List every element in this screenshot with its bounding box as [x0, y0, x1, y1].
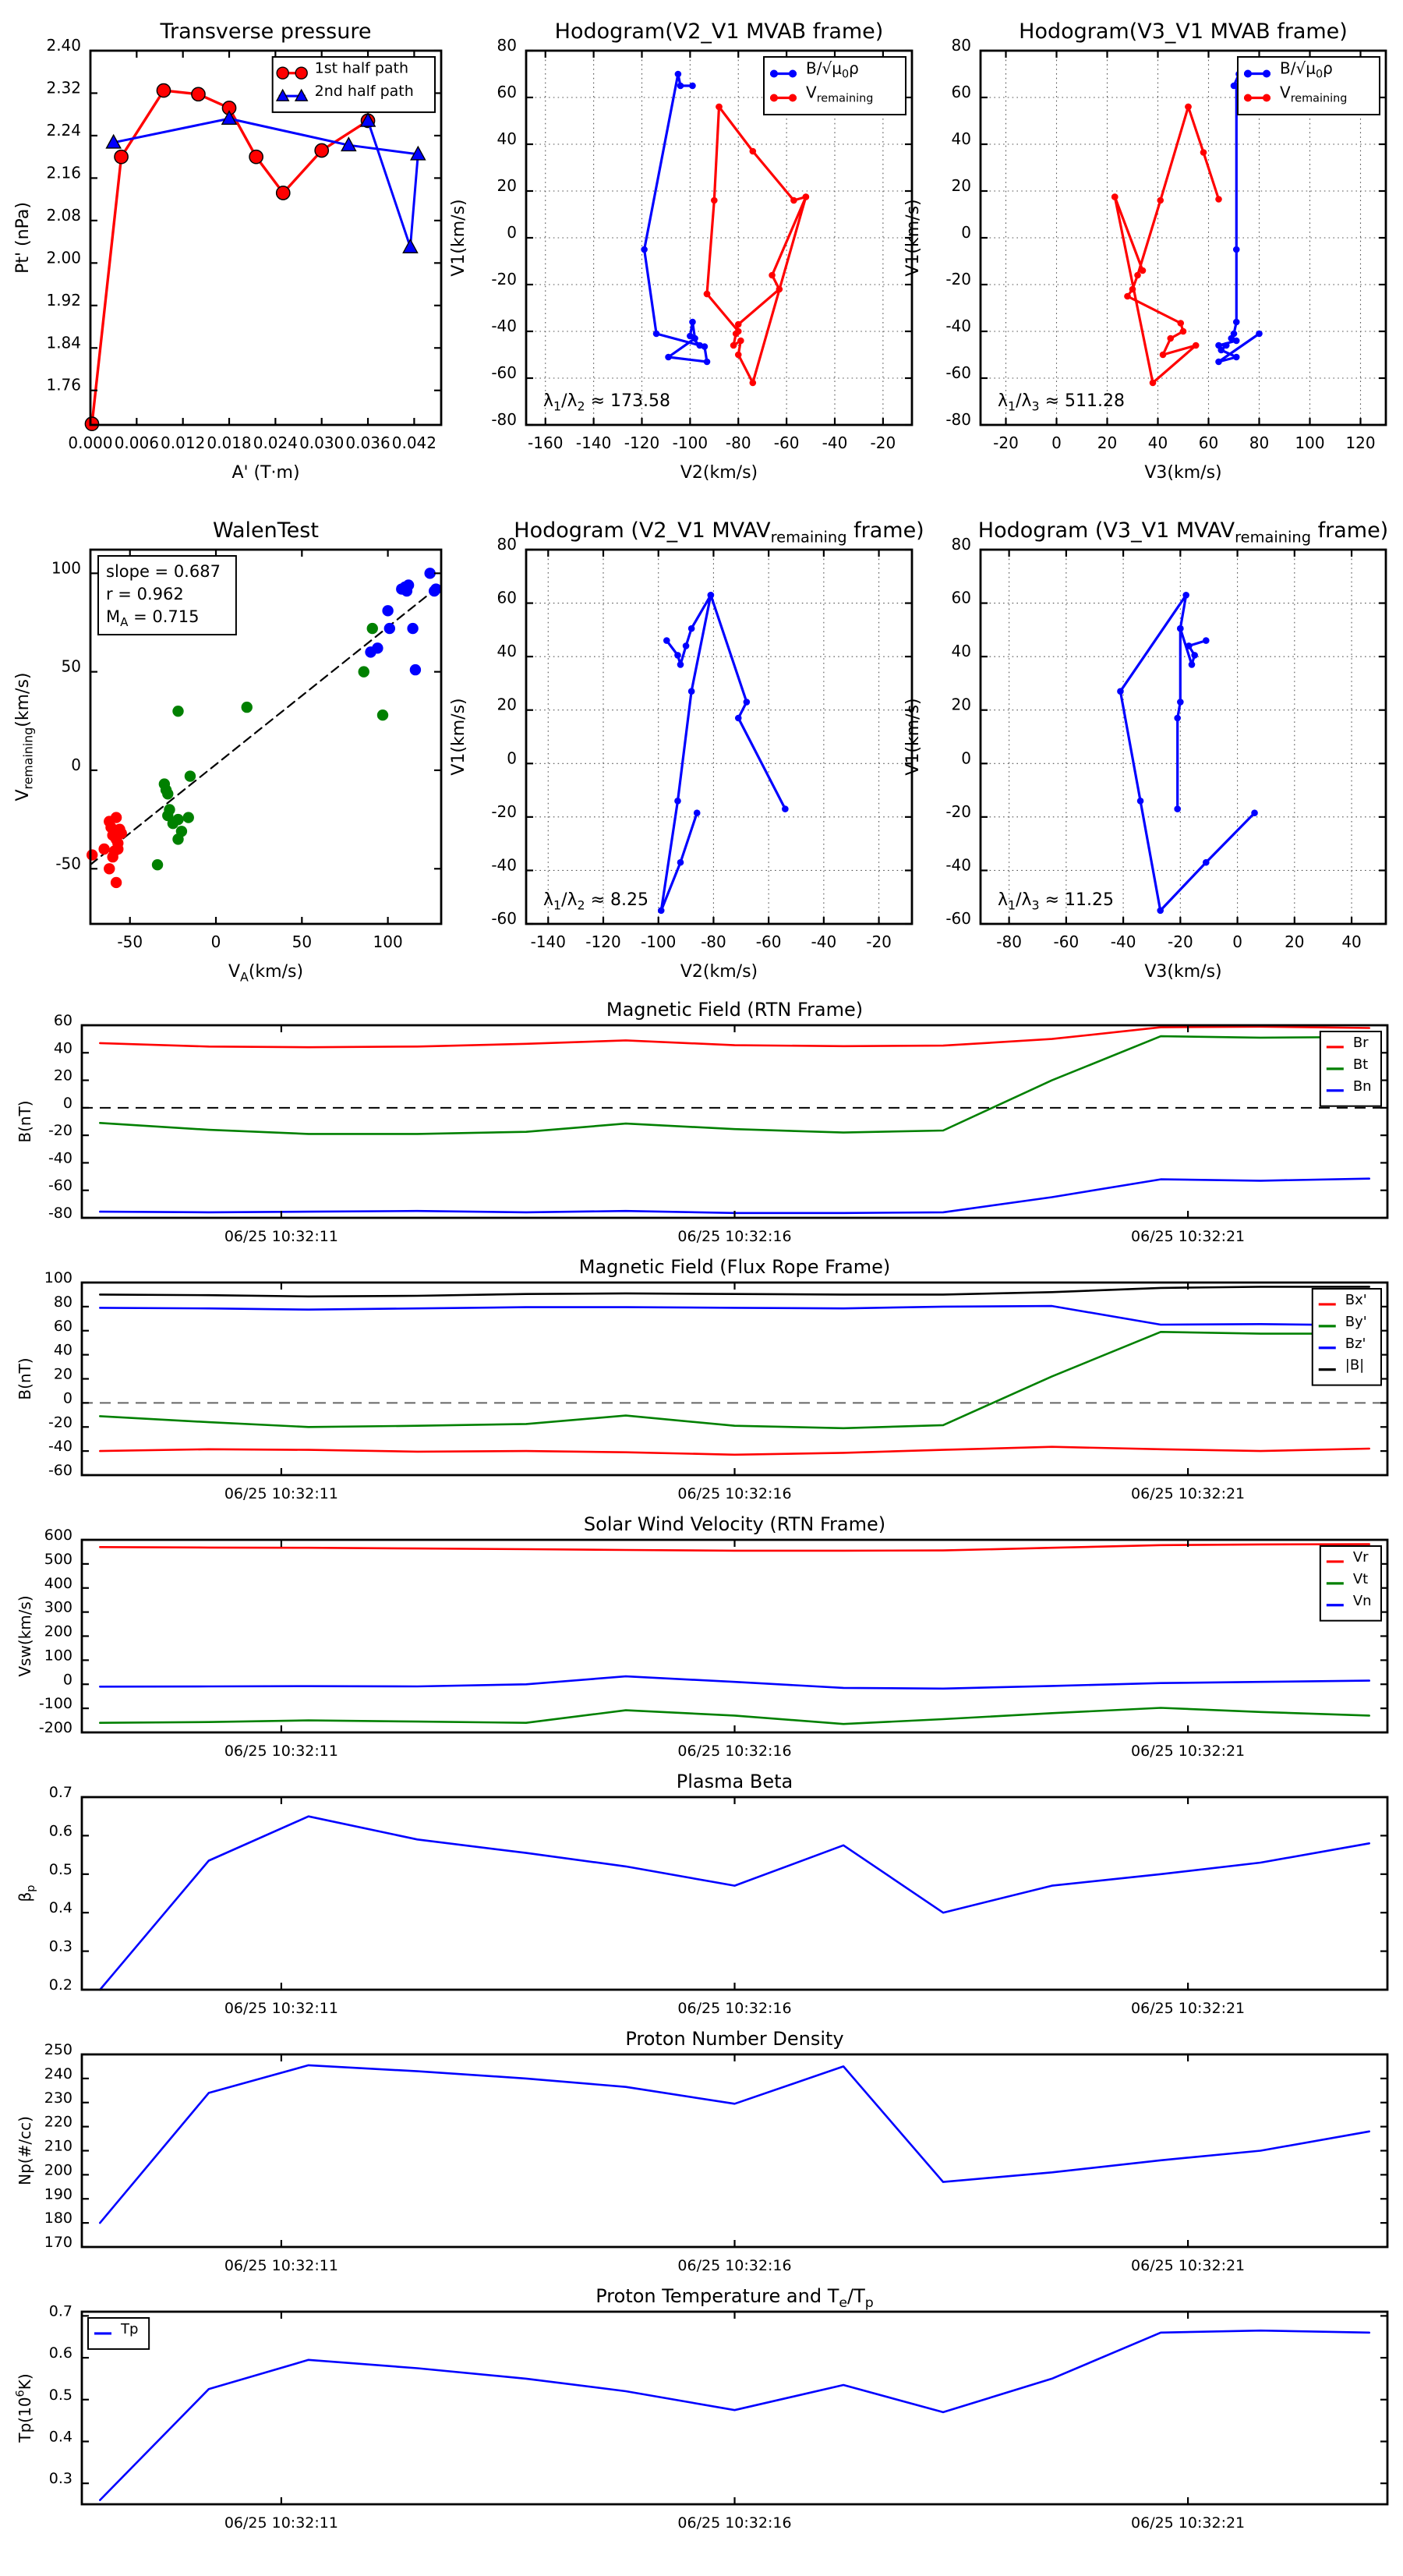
y-tick-label: 100: [51, 558, 81, 578]
y-tick-label: 60: [951, 588, 971, 607]
x-tick-label: 06/25 10:32:21: [1131, 1485, 1246, 1502]
y-tick-label: -20: [48, 1122, 72, 1140]
x-tick-label: 100: [1295, 433, 1325, 452]
np-title: Proton Number Density: [625, 2028, 844, 2050]
x-tick-label: 40: [1147, 433, 1168, 452]
x-tick-label: -80: [996, 932, 1022, 951]
y-tick-label: 220: [44, 2113, 72, 2131]
x-tick-label: 06/25 10:32:16: [677, 1228, 792, 1245]
walen_test-title: WalenTest: [213, 518, 319, 543]
x-tick-label: -60: [755, 932, 782, 951]
hodogram_v2v1_mvav-annotation: $\lambda_1/\lambda_2 \approx 8.25$: [543, 890, 648, 913]
series-v-remaining: [658, 592, 789, 914]
x-tick-label: 50: [292, 932, 313, 951]
x-tick-label: 06/25 10:32:16: [677, 2257, 792, 2274]
y-tick-label: 2.40: [46, 36, 81, 55]
walen_test-stats-box: [98, 556, 236, 635]
x-tick-label: -80: [701, 932, 726, 951]
y-tick-label: 50: [61, 656, 81, 676]
chart-hodogram_v2v1_mvav: [449, 518, 924, 982]
chart-beta: [16, 1771, 1387, 2017]
y-tick-label: 80: [497, 36, 517, 55]
y-tick-label: 40: [497, 642, 517, 661]
legend-label: Tp: [121, 2320, 139, 2337]
y-tick-label: 60: [53, 1012, 72, 1029]
y-tick-label: 0: [961, 223, 971, 242]
series-b-0-: [641, 71, 710, 366]
y-tick-label: 40: [53, 1039, 72, 1057]
y-tick-label: -20: [48, 1414, 72, 1431]
legend-label: 2nd half path: [314, 83, 414, 101]
legend-label: Bz': [1345, 1335, 1366, 1352]
y-tick-label: 0.5: [48, 2386, 72, 2404]
x-tick-label: 06/25 10:32:21: [1131, 1743, 1246, 1760]
x-tick-label: 06/25 10:32:16: [677, 2514, 792, 2532]
x-tick-label: 06/25 10:32:11: [224, 2000, 338, 2017]
series-tp: [100, 2330, 1369, 2500]
series-2nd-half-path: [107, 111, 426, 253]
vsw-legend: [1320, 1546, 1381, 1621]
y-tick-label: 400: [44, 1574, 72, 1592]
series-v-remaining: [1111, 104, 1222, 387]
y-tick-label: -40: [491, 317, 517, 335]
x-tick-label: 0.000: [68, 433, 113, 452]
mag_rtn-legend: [1320, 1031, 1381, 1106]
y-tick-label: -60: [48, 1462, 72, 1479]
hodogram_v3v1_mvab-annotation: $\lambda_1/\lambda_3 \approx 511.28$: [998, 391, 1125, 414]
hodogram_v2v1_mvab-annotation: $\lambda_1/\lambda_2 \approx 173.58$: [543, 391, 670, 414]
mag_fr-title: Magnetic Field (Flux Rope Frame): [578, 1256, 891, 1278]
mag_fr-legend: [1313, 1289, 1381, 1385]
legend-label: Vn: [1352, 1592, 1372, 1609]
stats-line: $M_A = 0.715$: [106, 607, 200, 629]
legend-label: Bn: [1352, 1077, 1372, 1095]
y-tick-label: 2.00: [46, 248, 81, 267]
legend-label: Bx': [1345, 1291, 1367, 1308]
mag_rtn-title: Magnetic Field (RTN Frame): [606, 999, 864, 1021]
x-tick-label: 0.036: [345, 433, 391, 452]
x-tick-label: -20: [870, 433, 896, 452]
y-tick-label: -80: [48, 1205, 72, 1222]
y-tick-label: 80: [951, 36, 971, 55]
x-tick-label: 0.042: [391, 433, 437, 452]
hodogram_v2v1_mvav-title: Hodogram (V2_V1 $MVAV_{remaining}$ frame): [514, 518, 924, 547]
y-tick-label: 0.6: [48, 1822, 72, 1840]
x-tick-label: -20: [993, 433, 1019, 452]
legend-label: 1st half path: [314, 59, 409, 77]
y-tick-label: 40: [497, 129, 517, 148]
x-tick-label: 06/25 10:32:21: [1131, 2000, 1246, 2017]
x-tick-label: 40: [1341, 932, 1362, 951]
vsw-ylabel: Vsw(km/s): [16, 1595, 34, 1677]
x-tick-label: -160: [528, 433, 564, 452]
y-tick-label: -40: [48, 1438, 72, 1456]
y-tick-label: 200: [44, 2161, 72, 2179]
x-tick-label: 80: [1249, 433, 1270, 452]
mag_fr-ylabel: B(nT): [16, 1357, 34, 1400]
y-tick-label: -40: [48, 1149, 72, 1167]
legend-label: Bt: [1352, 1056, 1369, 1073]
y-tick-label: -20: [491, 801, 517, 821]
y-tick-label: 600: [44, 1527, 72, 1544]
x-tick-label: -100: [672, 433, 709, 452]
hodogram_v2v1_mvab-ylabel: V1(km/s): [449, 199, 468, 277]
chart-tp: [15, 2285, 1387, 2532]
y-tick-label: 1.84: [46, 333, 81, 352]
x-tick-label: 0.012: [161, 433, 206, 452]
y-tick-label: 20: [497, 176, 517, 195]
x-tick-label: -40: [811, 932, 837, 951]
y-tick-label: -80: [491, 410, 517, 429]
x-tick-label: 06/25 10:32:21: [1131, 1228, 1246, 1245]
y-tick-label: -20: [945, 801, 971, 821]
y-tick-label: -60: [491, 909, 517, 928]
x-tick-label: 06/25 10:32:16: [677, 1485, 792, 1502]
y-tick-label: 200: [44, 1622, 72, 1640]
vsw-title: Solar Wind Velocity (RTN Frame): [583, 1513, 886, 1535]
y-tick-label: -60: [945, 363, 971, 382]
y-tick-label: 2.16: [46, 163, 81, 182]
x-tick-label: -140: [575, 433, 612, 452]
x-tick-label: -20: [1168, 932, 1193, 951]
legend-label: $V_{remaining}$: [1280, 83, 1348, 105]
y-tick-label: -100: [38, 1695, 72, 1713]
y-tick-label: 40: [951, 129, 971, 148]
y-tick-label: 0: [507, 223, 517, 242]
hodogram_v3v1_mvav-xlabel: V3(km/s): [1144, 962, 1222, 982]
x-tick-label: 0: [1051, 433, 1062, 452]
series-v-remaining: [1117, 592, 1258, 914]
x-tick-label: 06/25 10:32:11: [224, 2514, 338, 2532]
x-tick-label: 120: [1345, 433, 1376, 452]
y-tick-label: 40: [53, 1341, 72, 1359]
series-bn: [100, 1179, 1369, 1213]
y-tick-label: -80: [945, 410, 971, 429]
y-tick-label: 0: [62, 1389, 72, 1407]
y-tick-label: 0.7: [48, 2302, 72, 2320]
x-tick-label: -80: [725, 433, 751, 452]
beta-ylabel: $\beta_p$: [16, 1884, 37, 1902]
x-tick-label: -60: [1053, 932, 1080, 951]
y-tick-label: 20: [497, 695, 517, 714]
x-tick-label: 06/25 10:32:11: [224, 2257, 338, 2274]
legend-label: Vt: [1352, 1570, 1369, 1587]
tp-legend: [88, 2318, 149, 2349]
chart-vsw: [16, 1513, 1387, 1760]
series-np: [100, 2065, 1369, 2223]
y-tick-label: 2.08: [46, 205, 81, 225]
y-tick-label: 100: [44, 1269, 72, 1286]
hodogram_v3v1_mvab-ylabel: V1(km/s): [903, 199, 923, 277]
y-tick-label: -60: [48, 1177, 72, 1194]
y-tick-label: 20: [951, 695, 971, 714]
y-tick-label: -20: [491, 270, 517, 288]
series-v-remaining: [704, 104, 809, 387]
y-tick-label: -60: [491, 363, 517, 382]
x-tick-label: -40: [1110, 932, 1136, 951]
y-tick-label: 210: [44, 2137, 72, 2155]
series-bt: [100, 1036, 1369, 1134]
mag_rtn-ylabel: B(nT): [16, 1100, 34, 1143]
y-tick-label: 1.76: [46, 375, 81, 395]
transverse_pressure-ylabel: Pt' (nPa): [13, 202, 33, 274]
y-tick-label: -40: [945, 317, 971, 335]
x-tick-label: 06/25 10:32:16: [677, 1743, 792, 1760]
y-tick-label: 60: [497, 83, 517, 101]
y-tick-label: 0.4: [48, 1899, 72, 1917]
y-tick-label: 180: [44, 2210, 72, 2227]
x-tick-label: 0: [210, 932, 221, 951]
chart-mag_fr: [16, 1256, 1387, 1502]
legend-label: By': [1345, 1313, 1367, 1330]
series-inbound: [87, 812, 127, 888]
x-tick-label: -20: [866, 932, 892, 951]
series-vt: [100, 1708, 1369, 1725]
chart-hodogram_v3v1_mvab: [903, 19, 1386, 483]
hodogram_v2v1_mvab-legend: [764, 57, 906, 115]
hodogram_v3v1_mvab-xlabel: V3(km/s): [1144, 463, 1222, 483]
transverse_pressure-legend: [273, 57, 435, 112]
y-tick-label: 250: [44, 2041, 72, 2058]
y-tick-label: -200: [38, 1719, 72, 1736]
x-tick-label: 0.018: [207, 433, 252, 452]
legend-label: Vr: [1352, 1548, 1369, 1566]
x-tick-label: 06/25 10:32:21: [1131, 2257, 1246, 2274]
hodogram_v3v1_mvab-legend: [1238, 57, 1380, 115]
x-tick-label: -50: [117, 932, 143, 951]
series-1st-half-path: [85, 83, 374, 430]
tp-title: Proton Temperature and $T_e/T_p$: [595, 2285, 874, 2311]
x-tick-label: 0.006: [114, 433, 159, 452]
hodogram_v3v1_mvav-title: Hodogram (V3_V1 $MVAV_{remaining}$ frame): [977, 518, 1389, 547]
walen_test-xlabel: $V_A(km/s)$: [228, 962, 304, 985]
y-tick-label: 60: [497, 588, 517, 607]
x-tick-label: -120: [624, 433, 660, 452]
hodogram_v2v1_mvab-title: Hodogram(V2_V1 MVAB frame): [554, 19, 884, 44]
y-tick-label: -40: [945, 855, 971, 875]
chart-mag_rtn: [16, 999, 1387, 1245]
y-tick-label: 170: [44, 2234, 72, 2251]
hodogram_v3v1_mvav-annotation: $\lambda_1/\lambda_3 \approx 11.25$: [998, 890, 1114, 913]
chart-transverse_pressure: [13, 19, 441, 483]
np-ylabel: Np(#/cc): [16, 2116, 34, 2185]
chart-hodogram_v2v1_mvab: [449, 19, 912, 483]
y-tick-label: 0.6: [48, 2344, 72, 2362]
y-tick-label: 2.24: [46, 120, 81, 140]
tp-ylabel: $Tp(10^6K)$: [14, 2373, 34, 2443]
y-tick-label: 0: [961, 748, 971, 768]
y-tick-label: 100: [44, 1647, 72, 1665]
y-tick-label: 300: [44, 1598, 72, 1616]
series-by-: [100, 1332, 1369, 1428]
x-tick-label: 0.030: [299, 433, 345, 452]
x-tick-label: -140: [530, 932, 566, 951]
x-tick-label: 20: [1097, 433, 1118, 452]
transverse_pressure-title: Transverse pressure: [160, 19, 372, 44]
y-tick-label: -60: [945, 909, 971, 928]
y-tick-label: 2.32: [46, 78, 81, 97]
x-tick-label: 06/25 10:32:11: [224, 1743, 338, 1760]
walen_test-ylabel: $V_{remaining}(km/s)$: [13, 672, 36, 801]
transverse_pressure-xlabel: A' (T·m): [231, 463, 300, 483]
y-tick-label: 0: [71, 755, 81, 774]
x-tick-label: 20: [1285, 932, 1305, 951]
hodogram_v3v1_mvav-ylabel: V1(km/s): [903, 698, 923, 776]
hodogram_v2v1_mvav-ylabel: V1(km/s): [449, 698, 468, 776]
y-tick-label: 0.3: [48, 1937, 72, 1955]
x-tick-label: 06/25 10:32:21: [1131, 2514, 1246, 2532]
series-bz-: [100, 1306, 1369, 1325]
y-tick-label: 40: [951, 642, 971, 661]
x-tick-label: 0: [1232, 932, 1242, 951]
x-tick-label: 06/25 10:32:16: [677, 2000, 792, 2017]
y-tick-label: 0.7: [48, 1784, 72, 1801]
y-tick-label: 60: [951, 83, 971, 101]
series-middle: [152, 623, 388, 871]
y-tick-label: 0: [62, 1671, 72, 1689]
chart-walen_test: [13, 518, 442, 984]
y-tick-label: -40: [491, 855, 517, 875]
y-tick-label: 1.92: [46, 290, 81, 310]
y-tick-label: 0.4: [48, 2428, 72, 2446]
series-bx-: [100, 1447, 1369, 1455]
x-tick-label: -40: [822, 433, 848, 452]
y-tick-label: 0: [62, 1094, 72, 1112]
y-tick-label: 0.5: [48, 1860, 72, 1878]
x-tick-label: 06/25 10:32:11: [224, 1485, 338, 1502]
x-tick-label: -120: [585, 932, 621, 951]
y-tick-label: -50: [55, 854, 81, 873]
y-tick-label: 20: [53, 1067, 72, 1085]
series-beta-p: [100, 1817, 1369, 1990]
y-tick-label: 20: [53, 1365, 72, 1383]
hodogram_v2v1_mvab-xlabel: V2(km/s): [680, 463, 758, 483]
x-tick-label: -100: [641, 932, 677, 951]
hodogram_v3v1_mvab-title: Hodogram(V3_V1 MVAB frame): [1019, 19, 1348, 44]
y-tick-label: 80: [497, 535, 517, 554]
x-tick-label: -60: [773, 433, 800, 452]
y-tick-label: 0.2: [48, 1976, 72, 1994]
chart-hodogram_v3v1_mvav: [903, 518, 1388, 982]
x-tick-label: 60: [1198, 433, 1219, 452]
legend-label: |B|: [1345, 1357, 1365, 1374]
x-tick-label: 100: [373, 932, 403, 951]
y-tick-label: -20: [945, 270, 971, 288]
stats-line: r = 0.962: [106, 585, 184, 603]
x-tick-label: 06/25 10:32:11: [224, 1228, 338, 1245]
series-outbound: [365, 568, 441, 675]
y-tick-label: 240: [44, 2065, 72, 2082]
legend-label: $B/√\mu_0\rho$: [1280, 58, 1333, 81]
hodogram_v2v1_mvav-xlabel: V2(km/s): [680, 962, 758, 982]
y-tick-label: 60: [53, 1317, 72, 1335]
y-tick-label: 80: [951, 535, 971, 554]
x-tick-label: 0.024: [253, 433, 298, 452]
y-tick-label: 230: [44, 2089, 72, 2107]
stats-line: slope = 0.687: [106, 562, 221, 581]
chart-np: [16, 2028, 1387, 2274]
y-tick-label: 20: [951, 176, 971, 195]
y-tick-label: 80: [53, 1293, 72, 1311]
legend-label: $B/√\mu_0\rho$: [806, 58, 859, 81]
legend-label: Br: [1352, 1034, 1369, 1051]
beta-title: Plasma Beta: [676, 1771, 793, 1792]
y-tick-label: 190: [44, 2185, 72, 2203]
legend-label: $V_{remaining}$: [806, 83, 874, 105]
y-tick-label: 0: [507, 748, 517, 768]
y-tick-label: 500: [44, 1550, 72, 1568]
series-vn: [100, 1676, 1369, 1689]
y-tick-label: 0.3: [48, 2470, 72, 2488]
